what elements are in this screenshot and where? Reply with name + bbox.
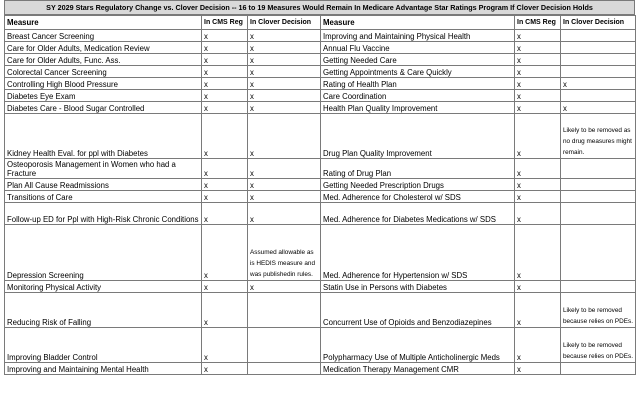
cms-cell: x xyxy=(202,30,248,42)
cms-cell: x xyxy=(515,54,561,66)
measure-cell: Plan All Cause Readmissions xyxy=(5,179,202,191)
measure-cell: Colorectal Cancer Screening xyxy=(5,66,202,78)
table-row xyxy=(5,225,636,281)
clover-cell: x xyxy=(248,281,321,293)
clover-cell xyxy=(561,159,636,179)
clover-cell xyxy=(561,281,636,293)
measure-cell: Concurrent Use of Opioids and Benzodiazepines xyxy=(321,293,515,328)
header-clover-right: In Clover Decision xyxy=(561,16,636,30)
header-clover-left: In Clover Decision xyxy=(248,16,321,30)
cms-cell: x xyxy=(515,78,561,90)
clover-cell: x xyxy=(248,191,321,203)
measure-cell: Transitions of Care xyxy=(5,191,202,203)
measure-cell: Care for Older Adults, Func. Ass. xyxy=(5,54,202,66)
table-row xyxy=(5,42,636,54)
table-row xyxy=(5,281,636,293)
header-row xyxy=(5,16,636,30)
clover-cell: x xyxy=(248,114,321,159)
table-row xyxy=(5,114,636,159)
measure-cell: Statin Use in Persons with Diabetes xyxy=(321,281,515,293)
header-measure-right: Measure xyxy=(321,16,515,30)
clover-cell: x xyxy=(248,179,321,191)
cms-cell: x xyxy=(515,90,561,102)
table-row xyxy=(5,90,636,102)
cms-cell: x xyxy=(202,203,248,225)
clover-cell xyxy=(561,30,636,42)
measure-cell: Diabetes Care - Blood Sugar Controlled xyxy=(5,102,202,114)
clover-cell: x xyxy=(248,102,321,114)
table-row xyxy=(5,179,636,191)
table-row xyxy=(5,191,636,203)
header-cms-left: In CMS Reg xyxy=(202,16,248,30)
clover-cell: x xyxy=(248,42,321,54)
table-row xyxy=(5,203,636,225)
clover-cell xyxy=(561,203,636,225)
cms-cell: x xyxy=(202,191,248,203)
measures-table xyxy=(4,15,636,375)
cms-cell: x xyxy=(202,102,248,114)
measure-cell: Med. Adherence for Hypertension w/ SDS xyxy=(321,225,515,281)
measure-cell: Drug Plan Quality Improvement xyxy=(321,114,515,159)
clover-cell xyxy=(248,363,321,375)
clover-cell: x xyxy=(248,54,321,66)
measure-cell: Getting Appointments & Care Quickly xyxy=(321,66,515,78)
table-row xyxy=(5,328,636,363)
cms-cell: x xyxy=(202,328,248,363)
cms-cell: x xyxy=(202,159,248,179)
measure-cell: Polypharmacy Use of Multiple Anticholinergic Meds xyxy=(321,328,515,363)
measure-cell: Medication Therapy Management CMR xyxy=(321,363,515,375)
cms-cell: x xyxy=(515,114,561,159)
cms-cell: x xyxy=(515,225,561,281)
clover-note-cell: Assumed allowable as is HEDIS measure and was publishedin rules. xyxy=(248,225,321,281)
cms-cell: x xyxy=(515,179,561,191)
cms-cell: x xyxy=(202,42,248,54)
clover-cell: x xyxy=(248,30,321,42)
cms-cell: x xyxy=(515,66,561,78)
clover-cell xyxy=(561,179,636,191)
cms-cell: x xyxy=(202,281,248,293)
clover-cell xyxy=(248,293,321,328)
clover-cell: x xyxy=(248,66,321,78)
measure-cell: Med. Adherence for Cholesterol w/ SDS xyxy=(321,191,515,203)
clover-cell xyxy=(248,328,321,363)
measure-cell: Rating of Drug Plan xyxy=(321,159,515,179)
clover-cell: x xyxy=(248,159,321,179)
measure-cell: Kidney Health Eval. for ppl with Diabetes xyxy=(5,114,202,159)
table-row xyxy=(5,159,636,179)
measure-cell: Getting Needed Prescription Drugs xyxy=(321,179,515,191)
clover-cell xyxy=(561,191,636,203)
cms-cell: x xyxy=(515,328,561,363)
cms-cell: x xyxy=(202,225,248,281)
cms-cell: x xyxy=(202,66,248,78)
clover-cell: x xyxy=(248,78,321,90)
table-row xyxy=(5,78,636,90)
cms-cell: x xyxy=(202,54,248,66)
clover-cell: x xyxy=(561,102,636,114)
measure-cell: Care Coordination xyxy=(321,90,515,102)
cms-cell: x xyxy=(515,363,561,375)
clover-cell xyxy=(561,225,636,281)
clover-cell xyxy=(561,54,636,66)
header-cms-right: In CMS Reg xyxy=(515,16,561,30)
measure-cell: Improving Bladder Control xyxy=(5,328,202,363)
cms-cell: x xyxy=(202,179,248,191)
cms-cell: x xyxy=(515,281,561,293)
measure-cell: Improving and Maintaining Physical Health xyxy=(321,30,515,42)
cms-cell: x xyxy=(202,78,248,90)
clover-cell: x xyxy=(561,78,636,90)
cms-cell: x xyxy=(515,159,561,179)
cms-cell: x xyxy=(515,30,561,42)
cms-cell: x xyxy=(515,191,561,203)
clover-cell: x xyxy=(248,90,321,102)
measure-cell: Getting Needed Care xyxy=(321,54,515,66)
table-row xyxy=(5,293,636,328)
table-row xyxy=(5,30,636,42)
clover-cell xyxy=(561,42,636,54)
clover-note-cell: Likely to be removed as no drug measures might remain. xyxy=(561,114,636,159)
table-row xyxy=(5,102,636,114)
measure-cell: Rating of Health Plan xyxy=(321,78,515,90)
measure-cell: Depression Screening xyxy=(5,225,202,281)
clover-cell xyxy=(561,66,636,78)
cms-cell: x xyxy=(202,363,248,375)
table-row xyxy=(5,66,636,78)
clover-cell xyxy=(561,363,636,375)
cms-cell: x xyxy=(202,293,248,328)
cms-cell: x xyxy=(515,203,561,225)
cms-cell: x xyxy=(515,102,561,114)
table-row xyxy=(5,363,636,375)
measure-cell: Care for Older Adults, Medication Review xyxy=(5,42,202,54)
cms-cell: x xyxy=(202,90,248,102)
measure-cell: Osteoporosis Management in Women who had a Fracture xyxy=(5,159,202,179)
measure-cell: Reducing Risk of Falling xyxy=(5,293,202,328)
measure-cell: Improving and Maintaining Mental Health xyxy=(5,363,202,375)
measure-cell: Breast Cancer Screening xyxy=(5,30,202,42)
measure-cell: Health Plan Quality Improvement xyxy=(321,102,515,114)
measure-cell: Diabetes Eye Exam xyxy=(5,90,202,102)
clover-cell: x xyxy=(248,203,321,225)
clover-cell xyxy=(561,90,636,102)
measure-cell: Follow-up ED for Ppl with High-Risk Chronic Conditions xyxy=(5,203,202,225)
cms-cell: x xyxy=(515,42,561,54)
cms-cell: x xyxy=(515,293,561,328)
measure-cell: Med. Adherence for Diabetes Medications w/ SDS xyxy=(321,203,515,225)
measure-cell: Monitoring Physical Activity xyxy=(5,281,202,293)
clover-note-cell: Likely to be removed because relies on PDEs. xyxy=(561,328,636,363)
table-row xyxy=(5,54,636,66)
table-title: SY 2029 Stars Regulatory Change vs. Clover Decision -- 16 to 19 Measures Would Remain In Medicare Advantage Star Ratings Program If Clover Decision Holds xyxy=(4,0,635,15)
measure-cell: Annual Flu Vaccine xyxy=(321,42,515,54)
header-measure-left: Measure xyxy=(5,16,202,30)
cms-cell: x xyxy=(202,114,248,159)
clover-note-cell: Likely to be removed because relies on PDEs. xyxy=(561,293,636,328)
measure-cell: Controlling High Blood Pressure xyxy=(5,78,202,90)
